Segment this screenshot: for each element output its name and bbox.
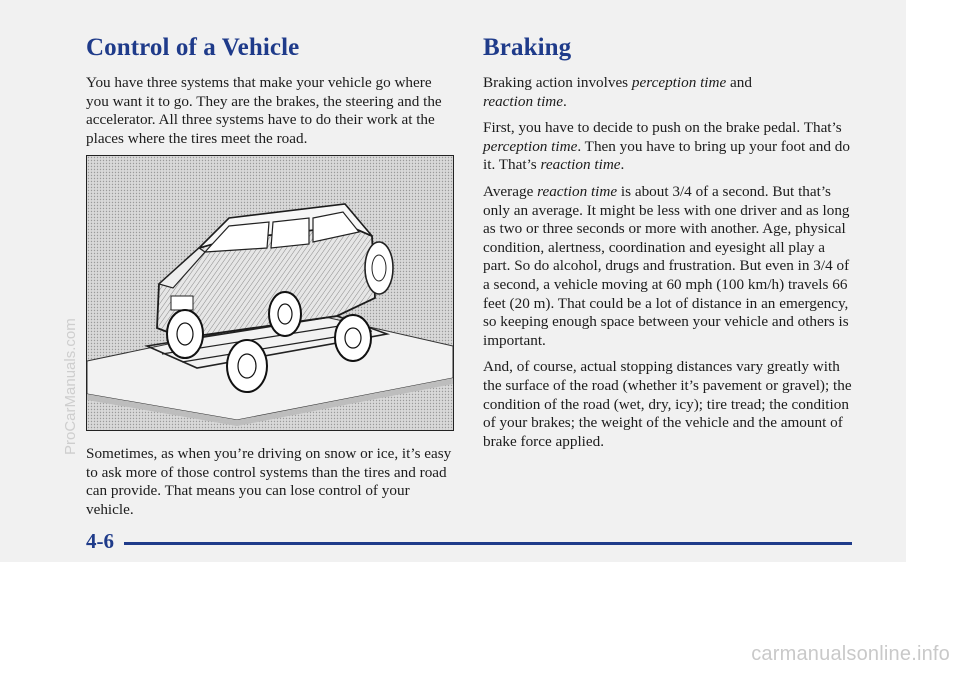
text-run: Braking action involves (483, 74, 632, 91)
footer-rule (124, 542, 852, 545)
control-heading: Control of a Vehicle (86, 34, 300, 61)
right-column (483, 34, 855, 451)
left-column-continued (86, 445, 458, 519)
suv-on-road-illustration (87, 156, 453, 430)
page-number: 4-6 (86, 529, 114, 553)
text-run: . (563, 92, 567, 110)
text-run: Average (483, 182, 538, 200)
text-run: and (726, 74, 752, 91)
term-perception-time: perception time (631, 74, 727, 91)
braking-paragraph-2 (483, 119, 855, 175)
braking-paragraph-4: And, of course, actual stopping distances vary greatly with the surface of the road (whether it’s pavement or gravel); the condition of the road (wet, dry, icy); tire tread; the condition of your brakes; the weight of the vehicle and the amount of brake force applied. (483, 358, 852, 450)
term-reaction-time: reaction time (537, 182, 618, 200)
text-run: . Then you have to bring up your foot and do it. That’s (483, 137, 850, 174)
text-run: is about 3/4 of a second. But that’s only an average. It might be less with one driver and as long as two or three seconds or more with another. Age, physical condition, alertness, coordination and eyesight all play a part. So do alcohol, drugs and frustration. But even in 3/4 of a second, a vehicle moving at 60 mph (100 km/h) travels 66 feet (20 m). That could be a lot of distance in an emergency, so keeping enough space between your vehicle and others is important. (483, 182, 850, 349)
bottom-watermark: carmanualsonline.info (751, 643, 950, 665)
side-watermark (62, 170, 80, 460)
braking-paragraph-1 (483, 74, 855, 111)
text-run: First, you have to decide to push on the brake pedal. That’s (483, 119, 842, 137)
left-column (86, 34, 458, 148)
term-reaction-time: reaction time (540, 156, 621, 174)
side-watermark-text: ProCarManuals.com (62, 318, 79, 455)
term-reaction-time: reaction time (483, 92, 563, 110)
control-intro-paragraph: You have three systems that make your vehicle go where you want it to go. They are the brakes, the steering and the accelerator. All three systems have to do their work at the places where the tires meet the road. (86, 74, 442, 147)
suv-illustration (86, 155, 454, 431)
loss-of-control-paragraph: Sometimes, as when you’re driving on snow or ice, it’s easy to ask more of those control systems than the tires and road can provide. That means you can lose control of your vehicle. (86, 445, 452, 518)
braking-paragraph-3 (483, 183, 855, 350)
text-run: . (620, 156, 625, 174)
term-perception-time: perception time (483, 137, 578, 155)
braking-heading: Braking (483, 34, 572, 61)
